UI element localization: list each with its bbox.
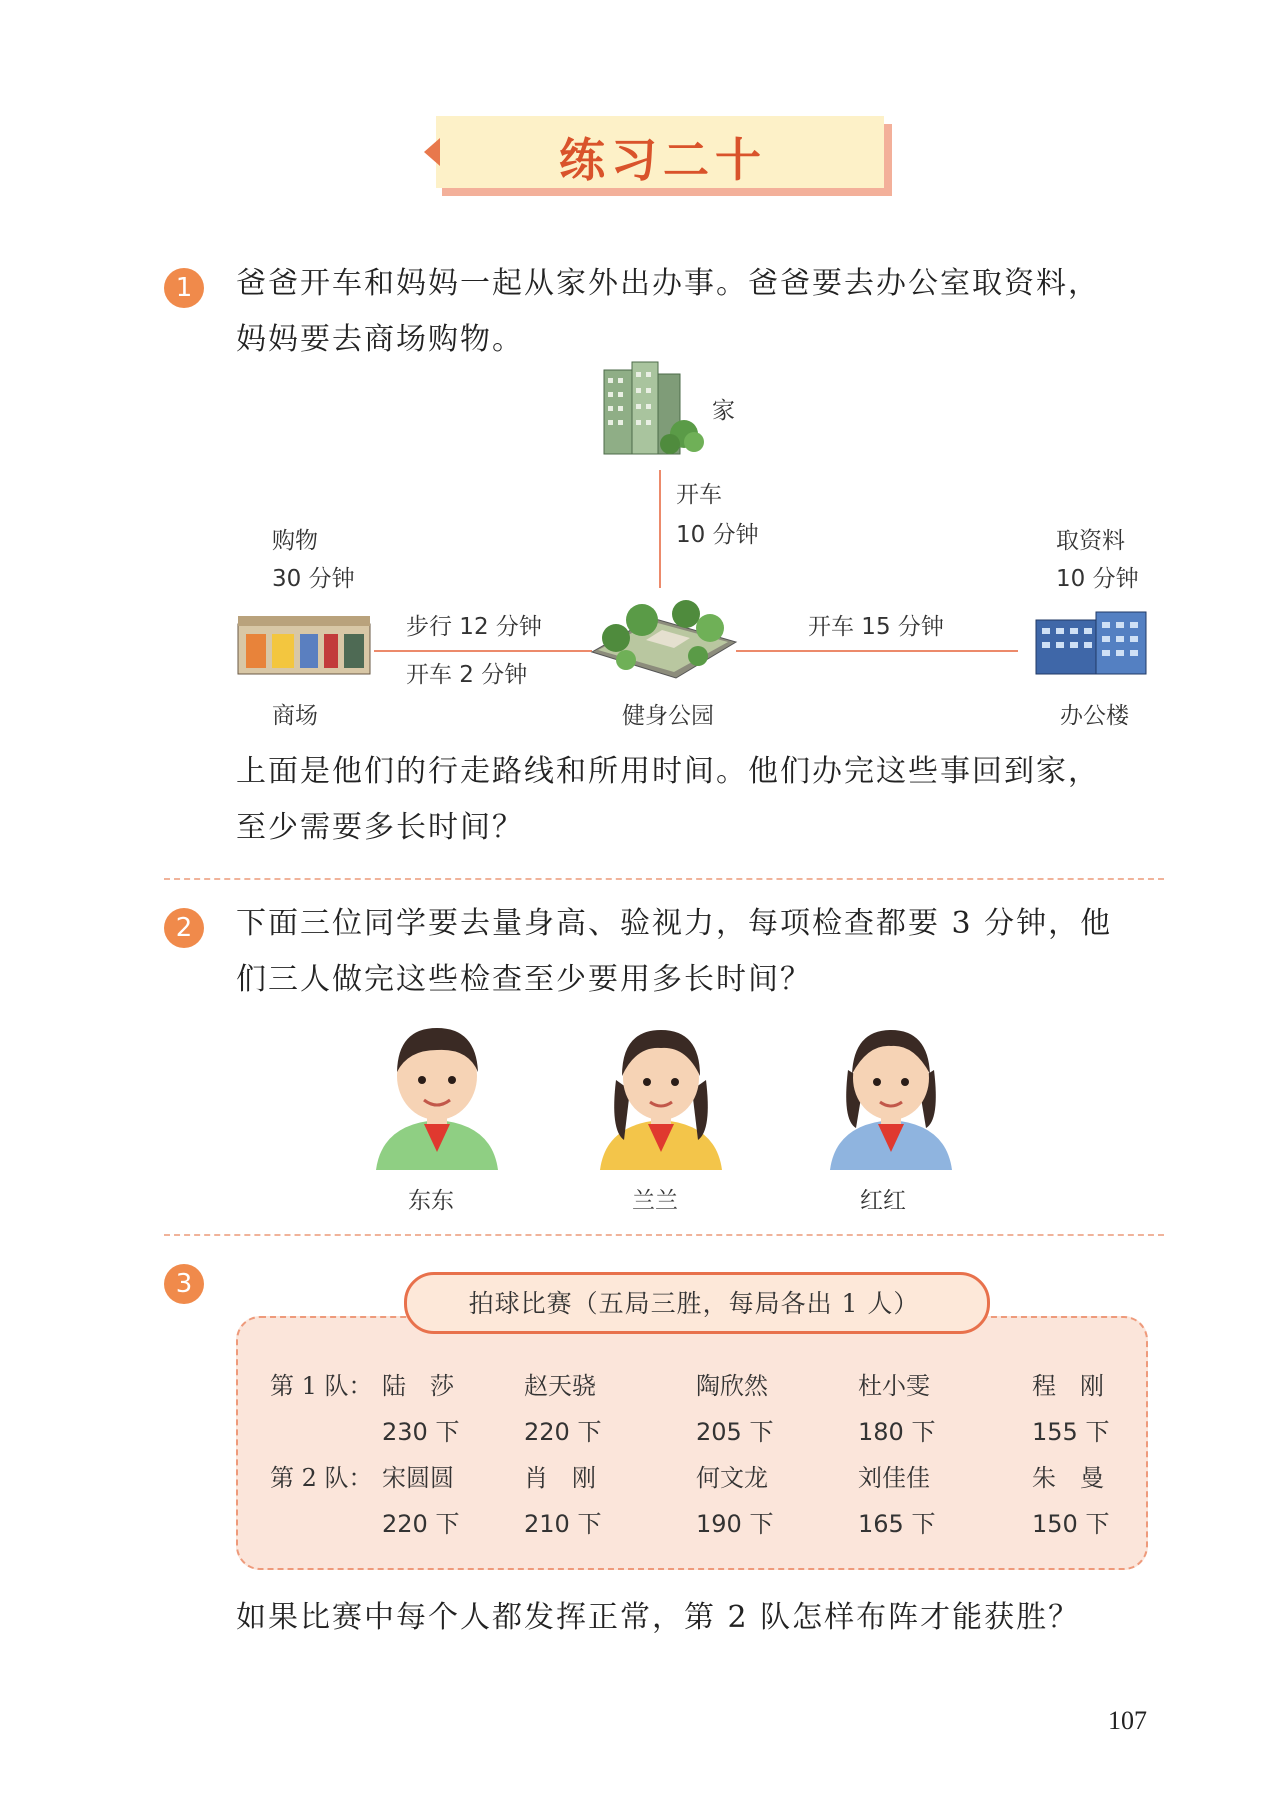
problem-1-question-line1: 上面是他们的行走路线和所用时间。他们办完这些事回到家， bbox=[236, 754, 1100, 789]
problem-3-question: 如果比赛中每个人都发挥正常，第 2 队怎样布阵才能获胜？ bbox=[236, 1600, 1081, 1635]
page-title: 练习二十 bbox=[559, 133, 767, 187]
home-route-mode: 开车 bbox=[676, 482, 722, 508]
mall-label: 商场 bbox=[272, 703, 318, 729]
problem-2-badge: 2 bbox=[164, 908, 204, 948]
home-route-time: 10 分钟 bbox=[676, 522, 759, 548]
home-park-route-line bbox=[659, 470, 661, 588]
park-label: 健身公园 bbox=[622, 703, 714, 729]
title-banner bbox=[428, 114, 898, 198]
office-task-label: 取资料 bbox=[1056, 528, 1125, 554]
team2-player: 肖 刚 bbox=[524, 1464, 596, 1492]
office-route-drive: 开车 15 分钟 bbox=[808, 614, 944, 640]
team1-score: 205 下 bbox=[696, 1418, 774, 1446]
problem-1-badge: 1 bbox=[164, 268, 204, 308]
match-table-box bbox=[236, 1316, 1148, 1570]
team1-label: 第 1 队： bbox=[270, 1372, 373, 1400]
problem-1-text-line2: 妈妈要去商场购物。 bbox=[236, 322, 524, 357]
park-office-route-line bbox=[736, 650, 1018, 652]
team1-score: 230 下 bbox=[382, 1418, 460, 1446]
team1-player: 杜小雯 bbox=[858, 1372, 930, 1400]
office-building-icon bbox=[1030, 610, 1150, 676]
mall-route-drive: 开车 2 分钟 bbox=[406, 662, 528, 688]
team2-player: 朱 曼 bbox=[1032, 1464, 1104, 1492]
team2-score: 190 下 bbox=[696, 1510, 774, 1538]
team1-player: 程 刚 bbox=[1032, 1372, 1104, 1400]
team1-player: 陶欣然 bbox=[696, 1372, 768, 1400]
student-lanlan-image bbox=[596, 1020, 726, 1170]
team2-player: 何文龙 bbox=[696, 1464, 768, 1492]
team2-player: 刘佳佳 bbox=[858, 1464, 930, 1492]
team1-score: 220 下 bbox=[524, 1418, 602, 1446]
team1-score: 155 下 bbox=[1032, 1418, 1110, 1446]
home-label: 家 bbox=[712, 398, 735, 424]
problem-1-text-line1: 爸爸开车和妈妈一起从家外出办事。爸爸要去办公室取资料， bbox=[236, 266, 1100, 301]
team1-score: 180 下 bbox=[858, 1418, 936, 1446]
team2-player: 宋圆圆 bbox=[382, 1464, 454, 1492]
problem-2-text-line1: 下面三位同学要去量身高、验视力，每项检查都要 3 分钟，他 bbox=[236, 906, 1113, 941]
mall-task-label: 购物 bbox=[272, 528, 318, 554]
team2-score: 150 下 bbox=[1032, 1510, 1110, 1538]
page-number: 107 bbox=[1108, 1706, 1147, 1735]
team2-score: 210 下 bbox=[524, 1510, 602, 1538]
team2-score: 165 下 bbox=[858, 1510, 936, 1538]
team2-score: 220 下 bbox=[382, 1510, 460, 1538]
home-building-icon bbox=[596, 360, 706, 460]
mall-building-icon bbox=[234, 612, 374, 676]
mall-park-route-line bbox=[374, 650, 592, 652]
student-honghong-image bbox=[826, 1020, 956, 1170]
match-title: 拍球比赛（五局三胜，每局各出 1 人） bbox=[468, 1289, 920, 1318]
team1-player: 陆 莎 bbox=[382, 1372, 454, 1400]
match-title-ribbon bbox=[384, 1272, 1004, 1332]
park-icon bbox=[586, 590, 742, 686]
section-divider bbox=[164, 1234, 1164, 1236]
problem-3-badge: 3 bbox=[164, 1264, 204, 1304]
team2-label: 第 2 队： bbox=[270, 1464, 373, 1492]
student-name-2: 兰兰 bbox=[632, 1188, 678, 1214]
student-name-3: 红红 bbox=[860, 1188, 906, 1214]
office-label: 办公楼 bbox=[1060, 703, 1129, 729]
office-task-time: 10 分钟 bbox=[1056, 566, 1139, 592]
student-dongdong-image bbox=[372, 1020, 502, 1170]
team1-player: 赵天骁 bbox=[524, 1372, 596, 1400]
problem-1-question-line2: 至少需要多长时间？ bbox=[236, 810, 524, 845]
problem-2-text-line2: 们三人做完这些检查至少要用多长时间？ bbox=[236, 962, 812, 997]
mall-route-walk: 步行 12 分钟 bbox=[406, 614, 542, 640]
section-divider bbox=[164, 878, 1164, 880]
mall-task-time: 30 分钟 bbox=[272, 566, 355, 592]
student-name-1: 东东 bbox=[408, 1188, 454, 1214]
